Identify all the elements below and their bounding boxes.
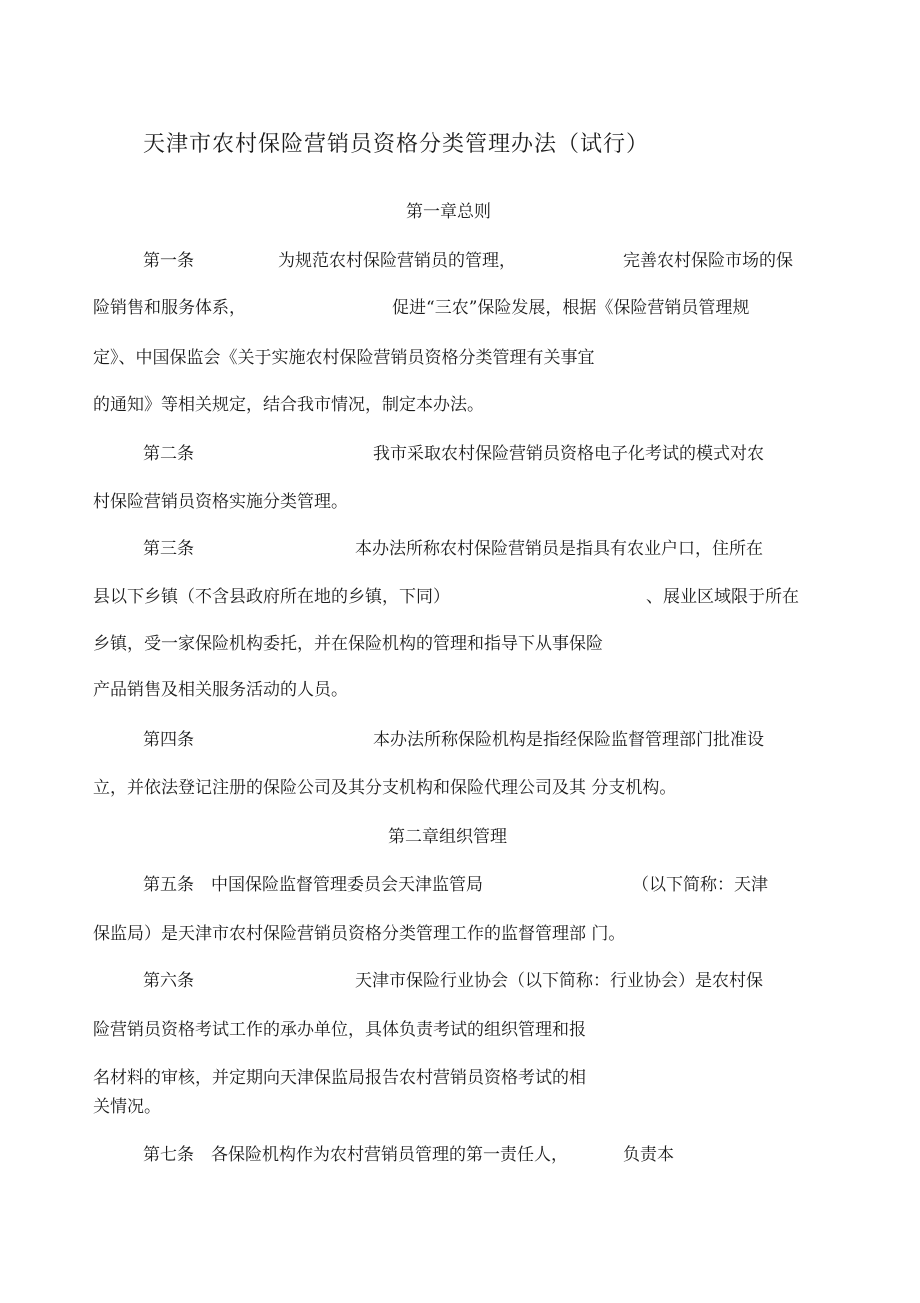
- article-1-line-1a: 为规范农村保险营销员的管理，: [278, 251, 516, 271]
- article-2-line-1: 我市采取农村保险营销员资格电子化考试的模式对农: [373, 444, 764, 464]
- article-3-line-2b: 、展业区域限于所在: [646, 587, 799, 607]
- article-3-line-2a: 县以下乡镇（不含县政府所在地的乡镇，下同）: [93, 587, 450, 607]
- article-6-line-3: 名材料的审核，并定期向天津保监局报告农村营销员资格考试的相: [93, 1068, 586, 1088]
- article-3-line-4: 产品销售及相关服务活动的人员。: [93, 680, 348, 700]
- article-6-line-1: 天津市保险行业协会（以下简称：行业协会）是农村保: [355, 971, 763, 991]
- article-6-line-4: 关情况。: [93, 1097, 161, 1117]
- article-1-line-3: 定》、中国保监会《关于实施农村保险营销员资格分类管理有关事宜: [93, 348, 595, 368]
- document-title: 天津市农村保险营销员资格分类管理办法（试行）: [143, 132, 650, 157]
- article-1-line-2b: 促进“三农”保险发展，根据《保险营销员管理规: [392, 298, 750, 318]
- chapter-heading-2: 第二章组织管理: [388, 827, 507, 847]
- article-6-line-2: 险营销员资格考试工作的承办单位，具体负责考试的组织管理和报: [93, 1020, 586, 1040]
- article-1-line-4: 的通知》等相关规定，结合我市情况，制定本办法。: [93, 395, 484, 415]
- article-2-line-2: 村保险营销员资格实施分类管理。: [93, 492, 348, 512]
- article-4-line-2: 立，并依法登记注册的保险公司及其分支机构和保险代理公司及其 分支机构。: [93, 778, 677, 798]
- article-2-label: 第二条: [143, 444, 194, 464]
- article-5-line-1a: 中国保险监督管理委员会天津监管局: [211, 875, 483, 895]
- article-5-line-1b: （以下简称：天津: [632, 875, 768, 895]
- article-6-label: 第六条: [143, 971, 194, 991]
- article-7-label: 第七条: [143, 1145, 194, 1165]
- article-7-line-1b: 负责本: [623, 1145, 674, 1165]
- article-7-line-1a: 各保险机构作为农村营销员管理的第一责任人，: [211, 1145, 568, 1165]
- article-4-line-1: 本办法所称保险机构是指经保险监督管理部门批准设: [373, 730, 764, 750]
- article-1-line-2a: 险销售和服务体系，: [93, 298, 246, 318]
- article-5-line-2: 保监局）是天津市农村保险营销员资格分类管理工作的监督管理部 门。: [93, 924, 626, 944]
- article-3-line-3: 乡镇，受一家保险机构委托，并在保险机构的管理和指导下从事保险: [93, 634, 603, 654]
- article-1-label: 第一条: [143, 251, 194, 271]
- chapter-heading-1: 第一章总则: [406, 202, 491, 222]
- article-3-label: 第三条: [143, 539, 194, 559]
- article-5-label: 第五条: [143, 875, 194, 895]
- article-4-label: 第四条: [143, 730, 194, 750]
- article-3-line-1: 本办法所称农村保险营销员是指具有农业户口，住所在: [355, 539, 763, 559]
- article-1-line-1b: 完善农村保险市场的保: [623, 251, 793, 271]
